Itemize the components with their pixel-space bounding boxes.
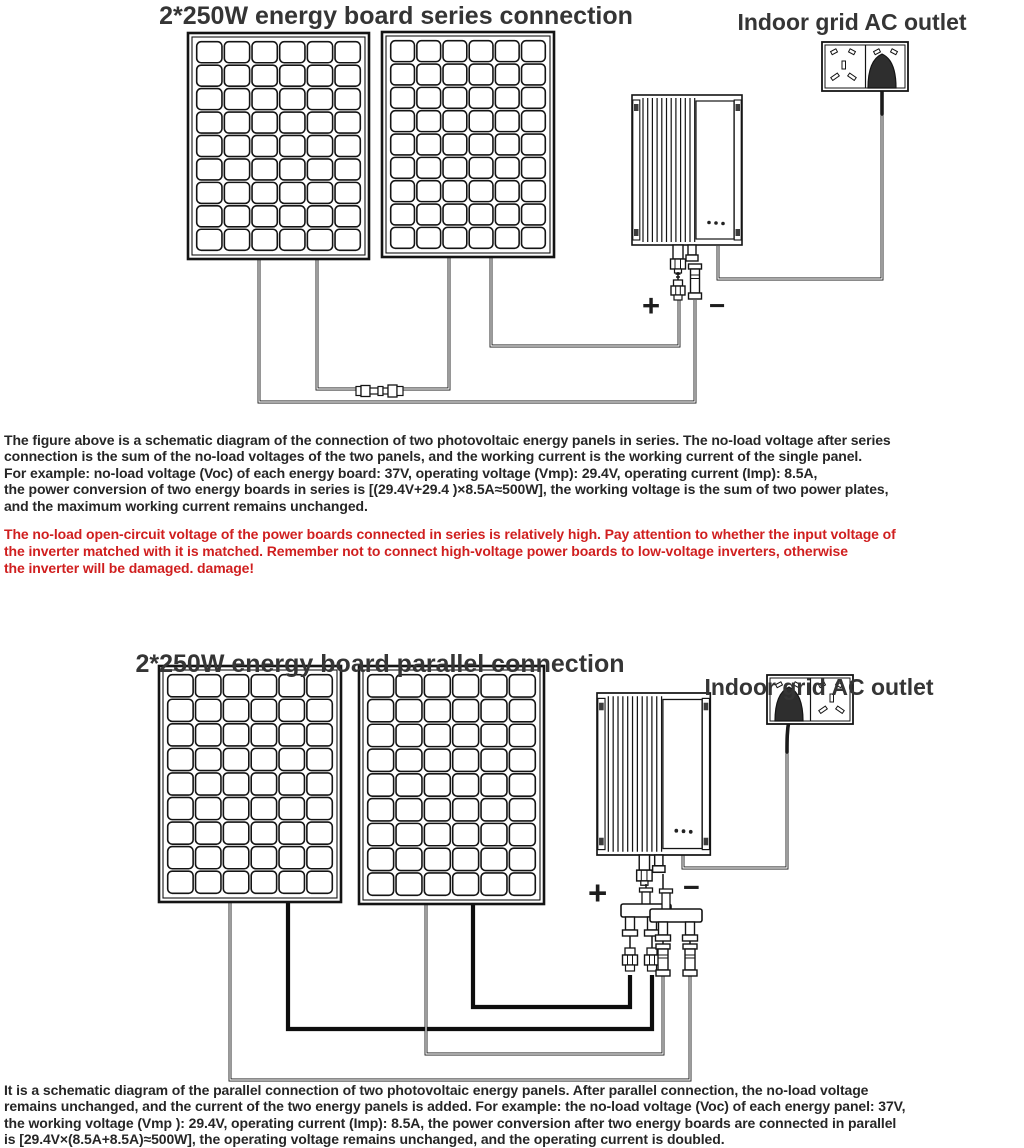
series-warning: The no-load open-circuit voltage of the power boards connected in series is relatively high. Pay attention to whether the input voltage of the inverter matched with it is matched. Remember not to connect high-voltage power boards to low-voltage inverters, otherwise the inverter will be damaged. damage!: [4, 526, 896, 576]
parallel-outlet-title: Indoor grid AC outlet: [704, 674, 934, 700]
parallel-positive-wire-1: [473, 900, 630, 1007]
solar-panel-parallel-1: [159, 666, 341, 902]
ac-outlet-series: [822, 42, 908, 91]
mc4-connector-parallel-2: [645, 948, 660, 971]
parallel-description: It is a schematic diagram of the parallel connection of two photovoltaic energy panels. After parallel connection, the no-load voltage remains unchanged, and the current of the two energy panels is added. For example: the no-load voltage (Voc) of each energy panel: 37V, the working voltage (Vmp ): 29.4V, operating current (Imp): 8.5A, the power conversion after two energy boards are connected in parallel is [29.4V×(8.5A+8.5A)≈500W], the operating voltage remains unchanged, and the operating current is doubled.: [4, 1082, 906, 1148]
mc4-minus-connector-series: [689, 264, 702, 299]
series-outlet-title: Indoor grid AC outlet: [737, 9, 967, 35]
solar-panel-series-1: [188, 33, 369, 259]
series-description: The figure above is a schematic diagram of the connection of two photovoltaic energy panels in series. The no-load voltage after series connection is the sum of the no-load voltages of the two panels, and the working current is the working current of the single panel. For example: no-load voltage (Voc) of each energy board: 37V, operating voltage (Vmp): 29.4V, operating current (Imp): 8.5A, the power conversion of two energy boards in series is [(29.4V+29.4 )×8.5A≈500W], the working voltage is the sum of two power plates, and the maximum working current remains unchanged.: [4, 432, 891, 514]
series-minus-label: −: [709, 290, 726, 321]
series-title: 2*250W energy board series connection: [159, 2, 633, 30]
parallel-plus-label: +: [588, 874, 608, 911]
micro-inverter-series: [632, 95, 742, 273]
mc4-connector-parallel-3: [656, 944, 670, 976]
series-plus-label: +: [642, 288, 661, 323]
parallel-minus-label: −: [683, 872, 700, 904]
parallel-positive-wire-2: [288, 900, 652, 1029]
parallel-title: 2*250W energy board parallel connection: [135, 650, 625, 678]
mc4-connector-parallel-1: [623, 948, 638, 971]
mc4-plus-connector-series: [671, 272, 685, 300]
solar-panel-series-2: [382, 32, 554, 257]
solar-panel-parallel-2: [359, 666, 544, 904]
mc4-connector-parallel-4: [683, 944, 697, 976]
micro-inverter-parallel: [597, 693, 710, 885]
inline-mc4-coupler: [356, 385, 403, 397]
